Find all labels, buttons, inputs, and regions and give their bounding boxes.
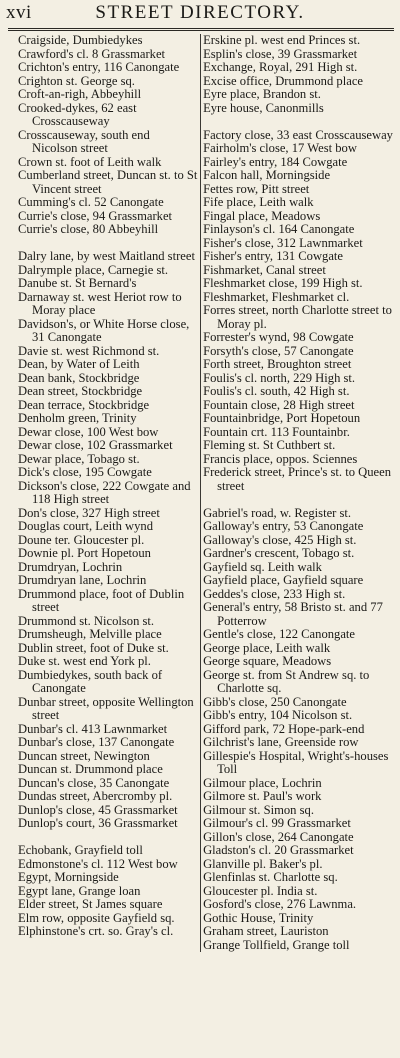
- directory-entry: Gardner's crescent, Tobago st.: [203, 546, 355, 560]
- directory-entry: Fife place, Leith walk: [203, 195, 314, 209]
- directory-entry: Dickson's close, 222 Cowgate and 118 High street: [18, 478, 191, 506]
- directory-entry: Dunlop's court, 36 Grassmarket: [18, 816, 178, 830]
- directory-entry: Duncan's close, 35 Canongate: [18, 775, 170, 790]
- directory-entry: Gayfield place, Gayfield square: [203, 573, 364, 587]
- directory-entry: Duncan st. Drummond place: [18, 762, 163, 776]
- directory-entry: Egypt, Morningside: [18, 870, 119, 884]
- directory-columns: [4, 34, 396, 952]
- header-rule: [8, 28, 394, 31]
- directory-entry: Fleming st. St Cuthbert st.: [203, 438, 336, 452]
- directory-entry: Fisher's entry, 131 Cowgate: [203, 249, 344, 263]
- directory-entry: Dewar close, 102 Grassmarket: [18, 438, 173, 452]
- directory-entry: George square, Meadows: [203, 654, 332, 668]
- directory-entry: Fountain close, 28 High street: [203, 397, 355, 412]
- directory-entry: Gibb's close, 250 Canongate: [203, 694, 347, 709]
- directory-entry: Eyre house, Canonmills: [203, 100, 324, 115]
- directory-entry: Dumbiedykes, south back of Canongate: [18, 667, 163, 695]
- directory-entry: Crown st. foot of Leith walk: [18, 154, 162, 169]
- directory-entry: Elphinstone's crt. so. Gray's cl.: [18, 924, 174, 938]
- directory-entry: Egypt lane, Grange loan: [18, 883, 141, 898]
- directory-entry: Drumdryan, Lochrin: [18, 559, 123, 574]
- directory-entry: General's entry, 58 Bristo st. and 77 Potterrow: [203, 600, 383, 628]
- directory-entry: Forrester's wynd, 98 Cowgate: [203, 330, 354, 344]
- directory-entry: Denholm green, Trinity: [18, 411, 137, 425]
- directory-entry: Craigside, Dumbiedykes: [18, 33, 143, 47]
- directory-entry: Foulis's cl. north, 229 High st.: [203, 370, 356, 385]
- directory-entry: Cumming's cl. 52 Canongate: [18, 195, 164, 209]
- directory-entry: Drummond place, foot of Dublin street: [18, 586, 185, 614]
- directory-entry: George place, Leith walk: [203, 640, 331, 655]
- directory-entry: Fleshmarket close, 199 High st.: [203, 276, 363, 290]
- directory-entry: Crawford's cl. 8 Grassmarket: [18, 46, 166, 61]
- directory-entry: Grange Tollfield, Grange toll: [203, 937, 350, 952]
- directory-entry: Forsyth's close, 57 Canongate: [203, 343, 354, 358]
- directory-entry: Gilmore st. Paul's work: [203, 789, 322, 803]
- directory-entry: Frederick street, Prince's st. to Queen street: [203, 465, 392, 493]
- directory-entry: Gillon's close, 264 Canongate: [203, 829, 354, 844]
- directory-entry: Graham street, Lauriston: [203, 924, 329, 938]
- directory-entry: Dean terrace, Stockbridge: [18, 397, 150, 412]
- directory-entry: Darnaway st. west Heriot row to Moray place: [18, 289, 182, 317]
- directory-entry: Gladston's cl. 20 Grassmarket: [203, 843, 354, 857]
- directory-entry: Duncan street, Newington: [18, 748, 150, 763]
- directory-entry: Dean street, Stockbridge: [18, 384, 143, 398]
- page-number: xvi: [6, 2, 32, 23]
- directory-entry: Gibb's entry, 104 Nicolson st.: [203, 708, 353, 722]
- directory-entry: Fleshmarket, Fleshmarket cl.: [203, 289, 350, 304]
- directory-entry: George st. from St Andrew sq. to Charlotte sq.: [203, 667, 370, 695]
- directory-entry: Drumdryan lane, Lochrin: [18, 573, 147, 587]
- directory-entry: Gothic House, Trinity: [203, 910, 314, 925]
- directory-entry: Downie pl. Port Hopetoun: [18, 546, 151, 560]
- directory-entry: Foulis's cl. south, 42 High st.: [203, 384, 350, 398]
- directory-entry: Davidson's, or White Horse close, 31 Canongate: [18, 316, 190, 344]
- directory-entry: Factory close, 33 east Crosscauseway: [203, 127, 393, 142]
- directory-entry: Dick's close, 195 Cowgate: [18, 465, 152, 479]
- directory-entry: Dunlop's close, 45 Grassmarket: [18, 802, 178, 817]
- directory-entry: Gloucester pl. India st.: [203, 883, 318, 898]
- directory-entry: Davie st. west Richmond st.: [18, 343, 160, 358]
- directory-entry: Galloway's entry, 53 Canongate: [203, 519, 364, 533]
- directory-entry: Elder street, St James square: [18, 897, 163, 911]
- directory-entry: Erskine pl. west end Princes st.: [203, 33, 361, 47]
- directory-entry: Gilchrist's lane, Greenside row: [203, 735, 359, 749]
- directory-entry: Gilmour st. Simon sq.: [203, 802, 314, 817]
- directory-entry: Glenfinlas st. Charlotte sq.: [203, 870, 338, 884]
- directory-entry: Dunbar's close, 137 Canongate: [18, 735, 175, 749]
- directory-entry: Gilmour place, Lochrin: [203, 775, 322, 790]
- directory-entry: Croft-an-righ, Abbeyhill: [18, 87, 142, 101]
- directory-entry: Fountainbridge, Port Hopetoun: [203, 411, 361, 425]
- directory-entry: Drumsheugh, Melville place: [18, 627, 162, 641]
- directory-entry: Currie's close, 80 Abbeyhill: [18, 222, 159, 236]
- section-gap: [18, 831, 198, 845]
- directory-entry: Dewar close, 100 West bow: [18, 424, 159, 439]
- directory-entry: Gabriel's road, w. Register st.: [203, 505, 352, 520]
- directory-entry: Gillespie's Hospital, Wright's-houses Toll: [203, 748, 389, 776]
- directory-entry: Galloway's close, 425 High st.: [203, 532, 357, 547]
- directory-entry: Glanville pl. Baker's pl.: [203, 856, 323, 871]
- directory-entry: Duke st. west end York pl.: [18, 654, 151, 668]
- directory-entry: Dean bank, Stockbridge: [18, 370, 140, 385]
- directory-entry: Gentle's close, 122 Canongate: [203, 627, 356, 641]
- left-column: [4, 34, 200, 952]
- directory-entry: Doune ter. Gloucester pl.: [18, 532, 145, 547]
- directory-entry: Finlayson's cl. 164 Canongate: [203, 222, 355, 236]
- directory-entry: Dewar place, Tobago st.: [18, 451, 140, 466]
- page-header: [4, 2, 396, 28]
- directory-entry: Forres street, north Charlotte street to Moray pl.: [203, 303, 392, 331]
- section-gap: [203, 493, 394, 507]
- directory-entry: Francis place, oppos. Sciennes: [203, 451, 358, 466]
- directory-entry: Echobank, Grayfield toll: [18, 843, 143, 857]
- directory-entry: Dean, by Water of Leith: [18, 357, 140, 371]
- directory-entry: Fountain crt. 113 Fountainbr.: [203, 424, 350, 439]
- directory-entry: Crichton's entry, 116 Canongate: [18, 60, 180, 74]
- right-column: [200, 34, 396, 952]
- directory-entry: Danube st. St Bernard's: [18, 276, 137, 290]
- directory-entry: Elm row, opposite Gayfield sq.: [18, 910, 175, 925]
- directory-entry: Fishmarket, Canal street: [203, 262, 326, 277]
- directory-entry: Dalrymple place, Carnegie st.: [18, 262, 169, 277]
- directory-entry: Fingal place, Meadows: [203, 208, 321, 223]
- page-title: STREET DIRECTORY.: [95, 2, 305, 23]
- directory-entry: Fairley's entry, 184 Cowgate: [203, 154, 348, 169]
- directory-entry: Excise office, Drummond place: [203, 73, 363, 88]
- directory-entry: Exchange, Royal, 291 High st.: [203, 60, 358, 74]
- directory-entry: Currie's close, 94 Grassmarket: [18, 208, 173, 223]
- directory-entry: Fettes row, Pitt street: [203, 181, 310, 196]
- directory-entry: Gifford park, 72 Hope-park-end: [203, 721, 365, 736]
- directory-entry: Fairholm's close, 17 West bow: [203, 141, 357, 155]
- directory-entry: Dundas street, Abercromby pl.: [18, 789, 173, 803]
- directory-entry: Don's close, 327 High street: [18, 505, 160, 520]
- directory-entry: Douglas court, Leith wynd: [18, 519, 154, 533]
- directory-entry: Gayfield sq. Leith walk: [203, 559, 322, 574]
- directory-entry: Drummond st. Nicolson st.: [18, 613, 155, 628]
- directory-entry: Eyre place, Brandon st.: [203, 87, 321, 101]
- section-gap: [18, 237, 198, 251]
- directory-entry: Edmonstone's cl. 112 West bow: [18, 856, 178, 871]
- directory-entry: Forth street, Broughton street: [203, 357, 352, 371]
- directory-entry: Dunbar's cl. 413 Lawnmarket: [18, 721, 168, 736]
- directory-entry: Geddes's close, 233 High st.: [203, 586, 346, 601]
- directory-entry: Gilmour's cl. 99 Grassmarket: [203, 816, 351, 830]
- directory-entry: Fisher's close, 312 Lawnmarket: [203, 235, 363, 250]
- directory-entry: Gosford's close, 276 Lawnma.: [203, 897, 357, 911]
- directory-entry: Crooked-dykes, 62 east Crosscauseway: [18, 100, 137, 128]
- directory-entry: Falcon hall, Morningside: [203, 168, 331, 182]
- section-gap: [203, 115, 394, 129]
- directory-entry: Esplin's close, 39 Grassmarket: [203, 46, 358, 61]
- directory-entry: Dunbar street, opposite Wellington street: [18, 694, 194, 722]
- directory-entry: Crosscauseway, south end Nicolson street: [18, 127, 150, 155]
- directory-entry: Dublin street, foot of Duke st.: [18, 640, 169, 655]
- directory-entry: Cumberland street, Duncan st. to St Vincent street: [18, 168, 198, 196]
- directory-entry: Dalry lane, by west Maitland street: [18, 249, 195, 263]
- directory-entry: Crighton st. George sq.: [18, 73, 135, 88]
